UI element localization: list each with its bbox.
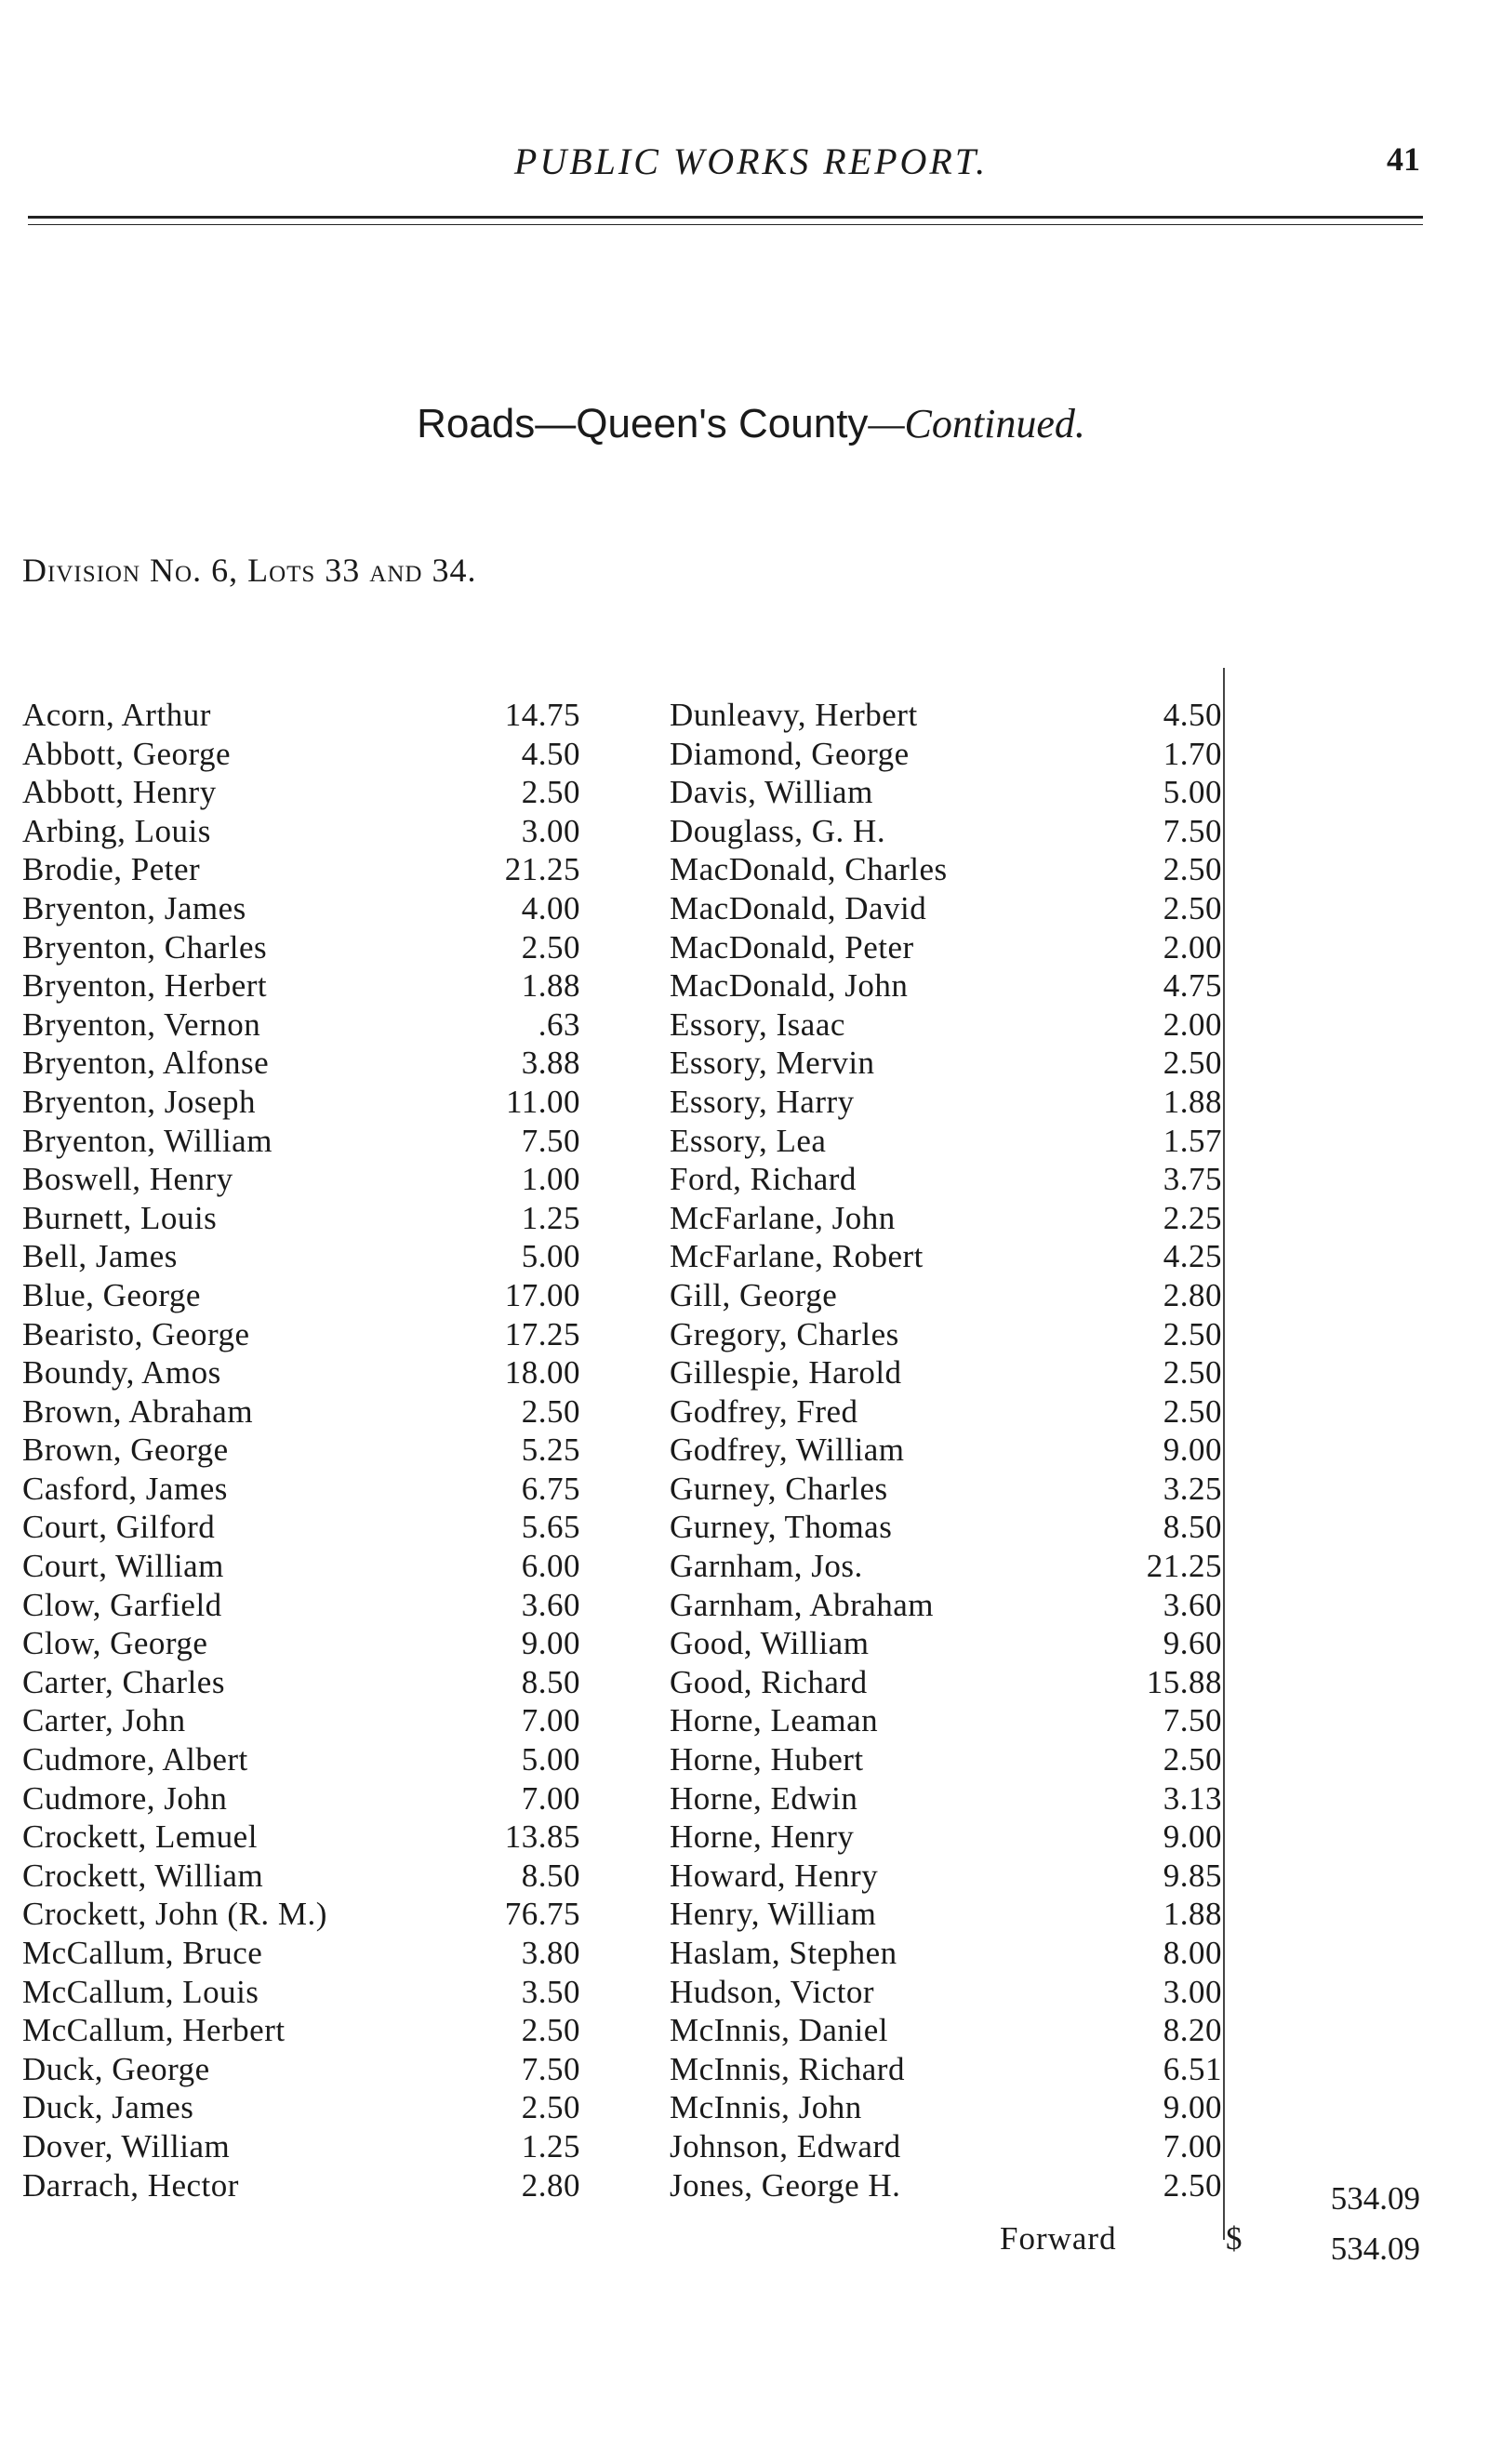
list-item <box>22 2127 580 2166</box>
list-item <box>670 1857 1222 1896</box>
entry-name: Blue, George <box>22 1276 201 1313</box>
section-title <box>0 400 1502 447</box>
list-item <box>22 735 580 774</box>
entry-name: Casford, James <box>22 1470 228 1507</box>
list-item <box>670 1547 1222 1586</box>
entry-name: Brodie, Peter <box>22 851 201 888</box>
entry-amount: 2.50 <box>1163 1315 1222 1352</box>
list-item <box>670 2166 1222 2205</box>
list-item <box>22 1237 580 1276</box>
entry-name: Crockett, William <box>22 1857 264 1894</box>
entry-name: Bell, James <box>22 1238 178 1275</box>
list-item <box>22 1934 580 1973</box>
entry-name: Gurney, Charles <box>670 1470 888 1507</box>
entry-name: Essory, Lea <box>670 1122 827 1159</box>
entry-amount: 1.00 <box>521 1161 580 1198</box>
list-item <box>22 1044 580 1083</box>
list-item <box>22 812 580 851</box>
list-item <box>670 2088 1222 2127</box>
entry-amount: 1.88 <box>1163 1896 1222 1933</box>
entry-name: McFarlane, Robert <box>670 1238 924 1275</box>
entry-amount: 2.50 <box>1163 851 1222 888</box>
list-item <box>670 850 1222 889</box>
entry-name: Gill, George <box>670 1276 838 1313</box>
entry-name: Howard, Henry <box>670 1857 879 1894</box>
entry-amount: 4.00 <box>521 889 580 926</box>
entry-name: McInnis, Daniel <box>670 2012 888 2049</box>
entry-name: Duck, James <box>22 2089 194 2126</box>
entry-amount: 1.57 <box>1163 1122 1222 1159</box>
entry-amount: 1.70 <box>1163 735 1222 772</box>
entry-name: Garnham, Jos. <box>670 1548 863 1585</box>
list-item <box>670 1353 1222 1392</box>
entry-name: Darrach, Hector <box>22 2166 239 2204</box>
entry-name: Henry, William <box>670 1896 877 1933</box>
entry-amount: 9.85 <box>1163 1857 1222 1894</box>
entry-amount: 4.50 <box>1163 697 1222 733</box>
list-item <box>670 1122 1222 1161</box>
entry-name: Horne, Hubert <box>670 1741 864 1778</box>
list-item <box>22 966 580 1006</box>
entry-name: Bryenton, Herbert <box>22 967 268 1005</box>
list-item <box>670 1663 1222 1702</box>
list-item <box>670 1199 1222 1238</box>
list-item <box>670 1006 1222 1045</box>
entry-amount: 2.00 <box>1163 928 1222 966</box>
entry-name: Court, Gilford <box>22 1509 216 1546</box>
entry-amount: 9.60 <box>1163 1625 1222 1662</box>
entry-name: Diamond, George <box>670 735 910 772</box>
entry-amount: 4.50 <box>521 735 580 772</box>
entry-amount: 9.00 <box>1163 2089 1222 2126</box>
list-item <box>22 1663 580 1702</box>
list-item <box>670 1392 1222 1432</box>
list-item <box>22 1431 580 1470</box>
entry-amount: 3.00 <box>521 812 580 849</box>
entry-amount: 7.00 <box>521 1702 580 1739</box>
entry-amount: 3.75 <box>1163 1161 1222 1198</box>
entry-name: Boswell, Henry <box>22 1161 233 1198</box>
list-item <box>670 812 1222 851</box>
entry-name: Dunleavy, Herbert <box>670 697 918 733</box>
entry-amount: 76.75 <box>504 1896 580 1933</box>
entry-amount: 13.85 <box>504 1818 580 1856</box>
entry-amount: 2.50 <box>1163 1045 1222 1082</box>
entry-name: MacDonald, Charles <box>670 851 948 888</box>
entry-name: McCallum, Louis <box>22 1973 259 2010</box>
entry-amount: 15.88 <box>1146 1663 1222 1700</box>
entry-amount: 2.80 <box>521 2166 580 2204</box>
entry-name: Bearisto, George <box>22 1315 250 1352</box>
list-item <box>22 1315 580 1354</box>
list-item <box>670 1470 1222 1509</box>
entry-name: Johnson, Edward <box>670 2127 901 2164</box>
list-item <box>22 1973 580 2012</box>
entry-amount: 2.50 <box>1163 1392 1222 1430</box>
list-item <box>22 2088 580 2127</box>
list-item <box>670 2050 1222 2089</box>
entry-name: Davis, William <box>670 774 873 811</box>
list-item <box>22 696 580 735</box>
entry-amount: 7.50 <box>1163 1702 1222 1739</box>
entry-name: Brown, Abraham <box>22 1392 254 1430</box>
page-header-title: PUBLIC WORKS REPORT. <box>513 140 989 182</box>
entry-name: Godfrey, Fred <box>670 1392 858 1430</box>
list-item <box>22 1392 580 1432</box>
entry-amount: 9.00 <box>1163 1432 1222 1469</box>
header-rule-thin <box>28 224 1423 225</box>
entry-name: Hudson, Victor <box>670 1973 875 2010</box>
entry-amount: 17.00 <box>504 1276 580 1313</box>
entry-amount: 1.88 <box>521 967 580 1005</box>
entry-amount: 7.50 <box>521 1122 580 1159</box>
entry-amount: 2.50 <box>1163 2166 1222 2204</box>
entry-amount: 2.50 <box>521 2089 580 2126</box>
entry-amount: 2.00 <box>1163 1006 1222 1043</box>
currency-symbol: $ <box>1226 2220 1243 2257</box>
entry-name: Good, William <box>670 1625 870 1662</box>
entry-amount: 2.50 <box>521 928 580 966</box>
entry-name: Douglass, G. H. <box>670 812 886 849</box>
list-item <box>22 1547 580 1586</box>
page-number: 41 <box>1387 140 1420 178</box>
entry-name: MacDonald, David <box>670 889 927 926</box>
entry-amount: 2.25 <box>1163 1199 1222 1236</box>
entry-amount: 3.88 <box>521 1045 580 1082</box>
header-rule <box>28 216 1423 219</box>
list-item <box>670 1276 1222 1315</box>
list-item <box>670 966 1222 1006</box>
entry-amount: 17.25 <box>504 1315 580 1352</box>
entry-name: Godfrey, William <box>670 1432 905 1469</box>
list-item <box>670 1160 1222 1199</box>
entry-amount: 21.25 <box>504 851 580 888</box>
entry-amount: 7.50 <box>1163 812 1222 849</box>
list-item <box>670 1586 1222 1625</box>
entry-name: Bryenton, William <box>22 1122 272 1159</box>
total-amount: 534.09 <box>1330 2180 1420 2217</box>
entry-amount: 21.25 <box>1146 1548 1222 1585</box>
entry-name: Cudmore, John <box>22 1779 228 1817</box>
list-item <box>22 1276 580 1315</box>
entry-name: Horne, Henry <box>670 1818 855 1856</box>
entry-name: Horne, Edwin <box>670 1779 858 1817</box>
entry-amount: 2.50 <box>1163 1354 1222 1392</box>
list-item <box>22 773 580 812</box>
entry-amount: 7.00 <box>1163 2127 1222 2164</box>
entry-name: Carter, John <box>22 1702 186 1739</box>
entry-name: Burnett, Louis <box>22 1199 218 1236</box>
entry-amount: 3.25 <box>1163 1470 1222 1507</box>
entry-name: Bryenton, Vernon <box>22 1006 261 1043</box>
forward-label: Forward <box>1000 2220 1117 2257</box>
list-item <box>670 1973 1222 2012</box>
list-item <box>22 928 580 967</box>
list-item <box>670 1044 1222 1083</box>
entry-name: Haslam, Stephen <box>670 1935 897 1971</box>
entry-amount: 5.65 <box>521 1509 580 1546</box>
entry-amount: 6.51 <box>1163 2050 1222 2087</box>
entry-name: Crockett, John (R. M.) <box>22 1896 327 1933</box>
entry-name: Garnham, Abraham <box>670 1586 935 1623</box>
entry-amount: 1.25 <box>521 2127 580 2164</box>
list-item <box>22 1006 580 1045</box>
entry-name: Acorn, Arthur <box>22 697 211 733</box>
list-item <box>670 1934 1222 1973</box>
list-item <box>670 1237 1222 1276</box>
entry-name: Court, William <box>22 1548 224 1585</box>
entry-amount: 8.50 <box>521 1857 580 1894</box>
list-item <box>670 1315 1222 1354</box>
list-item <box>670 928 1222 967</box>
entry-name: Essory, Harry <box>670 1083 855 1120</box>
list-item <box>22 850 580 889</box>
entry-name: Crockett, Lemuel <box>22 1818 258 1856</box>
entry-name: Jones, George H. <box>670 2166 901 2204</box>
list-item <box>670 1779 1222 1818</box>
entry-amount: 8.20 <box>1163 2012 1222 2049</box>
list-item <box>22 1857 580 1896</box>
entry-name: Clow, George <box>22 1625 208 1662</box>
entry-name: Essory, Isaac <box>670 1006 845 1043</box>
entry-name: Gregory, Charles <box>670 1315 899 1352</box>
entry-amount: 3.00 <box>1163 1973 1222 2010</box>
entry-name: Essory, Mervin <box>670 1045 875 1082</box>
list-item <box>670 2127 1222 2166</box>
entry-name: Ford, Richard <box>670 1161 857 1198</box>
entry-name: Cudmore, Albert <box>22 1741 248 1778</box>
entry-amount: 7.00 <box>521 1779 580 1817</box>
list-item <box>22 1779 580 1818</box>
section-title-main: Roads—Queen's County <box>417 401 869 446</box>
right-entry-list <box>670 696 1222 2204</box>
entry-amount: 4.25 <box>1163 1238 1222 1275</box>
entry-name: MacDonald, Peter <box>670 928 914 966</box>
list-item <box>22 1740 580 1779</box>
entry-amount: 8.50 <box>1163 1509 1222 1546</box>
list-item <box>670 1508 1222 1547</box>
entry-amount: 8.50 <box>521 1663 580 1700</box>
list-item <box>670 2011 1222 2050</box>
entry-name: Clow, Garfield <box>22 1586 222 1623</box>
list-item <box>670 1431 1222 1470</box>
list-item <box>670 1083 1222 1122</box>
list-item <box>670 1701 1222 1740</box>
list-item <box>22 1701 580 1740</box>
list-item <box>22 1895 580 1934</box>
entry-amount: 1.25 <box>521 1199 580 1236</box>
entry-amount: 14.75 <box>504 697 580 733</box>
entry-name: Bryenton, Joseph <box>22 1083 257 1120</box>
entry-amount: 5.25 <box>521 1432 580 1469</box>
entry-name: Duck, George <box>22 2050 210 2087</box>
entry-name: McInnis, John <box>670 2089 862 2126</box>
list-item <box>22 1083 580 1122</box>
list-item <box>22 1624 580 1663</box>
entry-amount: .63 <box>538 1006 580 1043</box>
entry-name: McCallum, Herbert <box>22 2012 286 2049</box>
division-heading: Division No. 6, Lots 33 and 34. <box>22 552 477 589</box>
list-item <box>22 1470 580 1509</box>
list-item <box>22 1353 580 1392</box>
list-item <box>22 1586 580 1625</box>
entry-amount: 7.50 <box>521 2050 580 2087</box>
entry-amount: 3.80 <box>521 1935 580 1971</box>
entry-amount: 3.50 <box>521 1973 580 2010</box>
forward-amount: 534.09 <box>1330 2231 1420 2267</box>
entry-name: McCallum, Bruce <box>22 1935 263 1971</box>
entry-name: Carter, Charles <box>22 1663 225 1700</box>
list-item <box>22 1160 580 1199</box>
list-item <box>22 1122 580 1161</box>
entry-amount: 3.60 <box>521 1586 580 1623</box>
entry-amount: 5.00 <box>1163 774 1222 811</box>
entry-name: Good, Richard <box>670 1663 868 1700</box>
entry-name: Bryenton, Charles <box>22 928 268 966</box>
entry-name: McInnis, Richard <box>670 2050 905 2087</box>
list-item <box>22 2050 580 2089</box>
entry-amount: 3.60 <box>1163 1586 1222 1623</box>
entry-name: Boundy, Amos <box>22 1354 221 1392</box>
list-item <box>670 735 1222 774</box>
entry-name: Bryenton, Alfonse <box>22 1045 270 1082</box>
section-title-suffix: —Continued. <box>868 401 1085 446</box>
left-entry-list <box>22 696 580 2204</box>
list-item <box>22 889 580 928</box>
entry-amount: 9.00 <box>521 1625 580 1662</box>
entry-amount: 11.00 <box>506 1083 580 1120</box>
entry-name: Horne, Leaman <box>670 1702 879 1739</box>
entry-amount: 4.75 <box>1163 967 1222 1005</box>
entry-amount: 9.00 <box>1163 1818 1222 1856</box>
entry-name: Arbing, Louis <box>22 812 211 849</box>
entry-amount: 2.50 <box>1163 1741 1222 1778</box>
list-item <box>22 1508 580 1547</box>
entry-name: Dover, William <box>22 2127 231 2164</box>
entry-amount: 2.50 <box>521 774 580 811</box>
entry-name: Gurney, Thomas <box>670 1509 893 1546</box>
entry-amount: 2.50 <box>1163 889 1222 926</box>
list-item <box>670 889 1222 928</box>
entry-amount: 2.50 <box>521 1392 580 1430</box>
list-item <box>670 1624 1222 1663</box>
list-item <box>670 1818 1222 1857</box>
entry-amount: 8.00 <box>1163 1935 1222 1971</box>
column-divider <box>1223 668 1225 2240</box>
entry-amount: 5.00 <box>521 1238 580 1275</box>
list-item <box>670 1895 1222 1934</box>
entry-name: Abbott, George <box>22 735 232 772</box>
entry-amount: 18.00 <box>504 1354 580 1392</box>
entry-name: Brown, George <box>22 1432 229 1469</box>
entry-amount: 6.00 <box>521 1548 580 1585</box>
entry-name: Gillespie, Harold <box>670 1354 902 1392</box>
entry-amount: 2.80 <box>1163 1276 1222 1313</box>
entry-name: Abbott, Henry <box>22 774 217 811</box>
entry-name: McFarlane, John <box>670 1199 896 1236</box>
entry-amount: 6.75 <box>521 1470 580 1507</box>
entry-amount: 3.13 <box>1163 1779 1222 1817</box>
entry-name: Bryenton, James <box>22 889 246 926</box>
list-item <box>22 1818 580 1857</box>
list-item <box>22 2166 580 2205</box>
list-item <box>670 696 1222 735</box>
entry-amount: 1.88 <box>1163 1083 1222 1120</box>
entry-name: MacDonald, John <box>670 967 909 1005</box>
entry-amount: 5.00 <box>521 1741 580 1778</box>
list-item <box>22 2011 580 2050</box>
list-item <box>670 773 1222 812</box>
list-item <box>22 1199 580 1238</box>
list-item <box>670 1740 1222 1779</box>
entry-amount: 2.50 <box>521 2012 580 2049</box>
